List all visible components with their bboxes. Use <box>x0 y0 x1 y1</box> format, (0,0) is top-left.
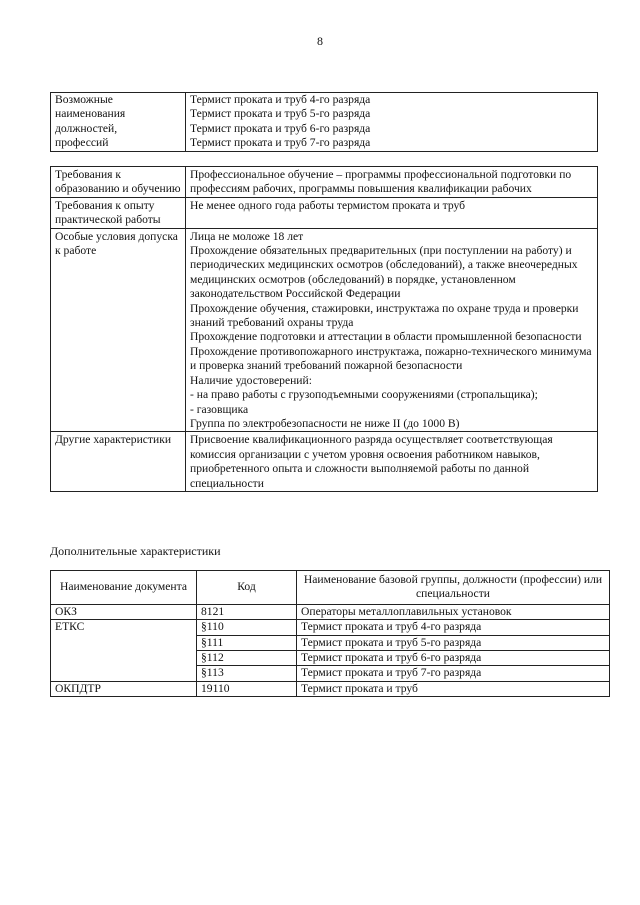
condition-item: - на право работы с грузоподъемными сооружениями (стропальщика); <box>190 388 538 402</box>
table-row <box>51 681 610 696</box>
other-value: Присвоение квалификационного разряда осуществляет соответствующая комиссия организации с учетом уровня освоения работником навыков, приобретенного опыта и сложности выполняемой работы по данной специальности <box>186 432 598 492</box>
job-titles-label-line: наименования <box>55 107 126 121</box>
table-row <box>51 228 598 432</box>
job-titles-label-line: Возможные <box>55 93 113 106</box>
education-value: Профессиональное обучение – программы профессиональной подготовки по профессиям рабочих, программы повышения квалификации рабочих <box>186 167 598 198</box>
condition-item: Прохождение подготовки и аттестации в области промышленной безопасности <box>190 330 582 344</box>
experience-value: Не менее одного года работы термистом проката и труб <box>186 197 598 228</box>
job-title: Термист проката и труб 7-го разряда <box>190 136 371 150</box>
okpdtr-document: ОКПДТР <box>51 681 197 696</box>
condition-item: Прохождение противопожарного инструктажа, пожарно-технического минимума и проверка знаний требований пожарной безопасности <box>190 344 592 373</box>
job-titles-label-line: должностей, <box>55 121 118 135</box>
etks-name: Термист проката и труб 7-го разряда <box>297 666 610 681</box>
okz-name: Операторы металлоплавильных установок <box>297 604 610 619</box>
experience-label: Требования к опыту практической работы <box>51 197 186 228</box>
table-row <box>51 167 598 198</box>
etks-code: §113 <box>197 666 297 681</box>
table-header-row <box>51 571 610 605</box>
table-row <box>51 604 610 619</box>
condition-item: Лица не моложе 18 лет <box>190 229 304 243</box>
table-row <box>51 93 598 152</box>
etks-code: §112 <box>197 651 297 666</box>
additional-table <box>50 570 610 697</box>
okpdtr-code: 19110 <box>197 681 297 696</box>
job-titles-label-line: профессий <box>55 136 109 150</box>
condition-item: Прохождение обязательных предварительных (при поступлении на работу) и периодических медицинских осмотров (обследований), а также внеочередных медицинских осмотров (обследований) в порядке, установленном законодательством Российской Федерации <box>190 244 578 301</box>
special-conditions-label: Особые условия допуска к работе <box>51 228 186 432</box>
condition-item: Прохождение обучения, стажировки, инструктажа по охране труда и проверки знаний требований охраны труда <box>190 301 579 330</box>
table-row <box>51 197 598 228</box>
education-label: Требования к образованию и обучению <box>51 167 186 198</box>
header-document: Наименование документа <box>51 571 197 605</box>
etks-code: §111 <box>197 635 297 650</box>
job-title: Термист проката и труб 4-го разряда <box>190 93 371 106</box>
requirements-table <box>50 166 598 492</box>
okz-document: ОКЗ <box>51 604 197 619</box>
special-conditions-value <box>186 228 598 432</box>
etks-document: ЕТКС <box>51 620 197 682</box>
job-title: Термист проката и труб 5-го разряда <box>190 107 371 121</box>
job-titles-list <box>186 93 598 152</box>
header-code: Код <box>197 571 297 605</box>
okpdtr-name: Термист проката и труб <box>297 681 610 696</box>
etks-name: Термист проката и труб 4-го разряда <box>297 620 610 635</box>
other-label: Другие характеристики <box>51 432 186 492</box>
job-title: Термист проката и труб 6-го разряда <box>190 121 371 135</box>
condition-item: Группа по электробезопасности не ниже II (до 1000 В) <box>190 416 460 430</box>
table-row <box>51 620 610 635</box>
table-row <box>51 432 598 492</box>
etks-name: Термист проката и труб 6-го разряда <box>297 651 610 666</box>
okz-code: 8121 <box>197 604 297 619</box>
additional-heading: Дополнительные характеристики <box>50 544 221 558</box>
etks-name: Термист проката и труб 5-го разряда <box>297 635 610 650</box>
etks-code: §110 <box>197 620 297 635</box>
header-name: Наименование базовой группы, должности (профессии) или специальности <box>297 571 610 605</box>
condition-item: Наличие удостоверений: <box>190 373 312 387</box>
job-titles-table <box>50 92 598 152</box>
condition-item: - газовщика <box>190 402 249 416</box>
page-number: 8 <box>317 34 323 48</box>
job-titles-label <box>51 93 186 152</box>
